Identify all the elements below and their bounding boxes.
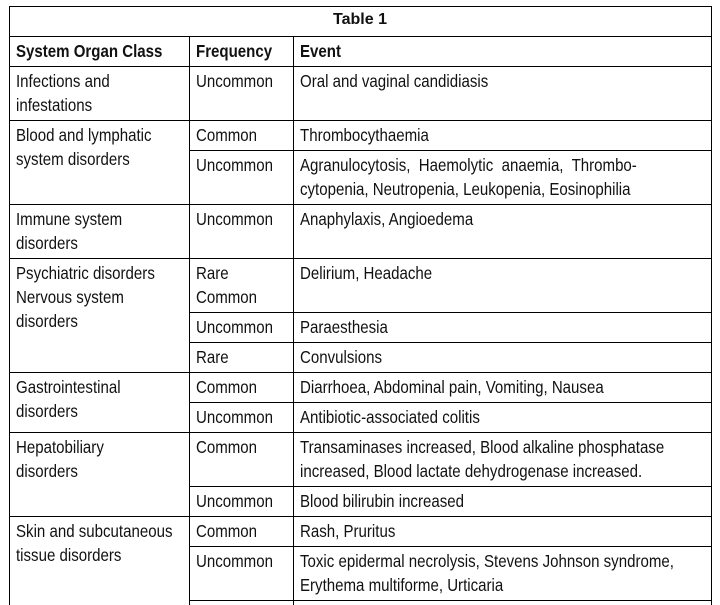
event-text: increased, Blood lactate dehydrogenase increased.: [300, 461, 643, 481]
system-organ-class-label: Psychiatric disorders: [16, 263, 155, 283]
table-right-border: [711, 6, 712, 605]
system-organ-class-label: Skin and subcutaneous: [16, 521, 173, 541]
event-text: Erythema multiforme, Urticaria: [300, 575, 504, 595]
table-top-border: [9, 6, 711, 7]
group-divider: [9, 432, 711, 433]
system-organ-class-label: Gastrointestinal: [16, 377, 121, 397]
system-organ-class-label: Infections and: [16, 71, 110, 91]
group-divider: [9, 258, 711, 259]
sub-row-divider: [189, 486, 711, 487]
sub-row-divider: [189, 600, 711, 601]
event-text: Thrombocythaemia: [300, 125, 429, 145]
frequency-value: Common: [196, 287, 258, 307]
system-organ-class-label: disorders: [16, 233, 78, 253]
frequency-value: Rare: [196, 347, 229, 367]
frequency-value: Common: [196, 437, 258, 457]
event-text: Agranulocytosis, Haemolytic anaemia, Thrombo-: [300, 155, 637, 175]
system-organ-class-label: Hepatobiliary: [16, 437, 104, 457]
system-organ-class-label: Immune system: [16, 209, 123, 229]
header-divider: [9, 66, 711, 67]
frequency-value: Common: [196, 377, 258, 397]
event-text: Blood bilirubin increased: [300, 491, 464, 511]
table-left-border: [9, 6, 10, 605]
system-organ-class-label: infestations: [16, 95, 93, 115]
frequency-value: Uncommon: [196, 209, 273, 229]
event-text: Paraesthesia: [300, 317, 388, 337]
sub-row-divider: [189, 342, 711, 343]
system-organ-class-label: disorders: [16, 401, 78, 421]
sub-row-divider: [189, 150, 711, 151]
table-caption: Table 1: [333, 11, 387, 28]
frequency-value: Rare: [196, 263, 229, 283]
frequency-value: Uncommon: [196, 317, 273, 337]
system-organ-class-label: disorders: [16, 461, 78, 481]
system-organ-class-label: system disorders: [16, 149, 130, 169]
event-text: Antibiotic-associated colitis: [300, 407, 480, 427]
header-system-organ-class: System Organ Class: [16, 41, 163, 61]
frequency-value: Common: [196, 521, 258, 541]
sub-row-divider: [189, 546, 711, 547]
column-divider-frequency: [189, 36, 190, 605]
system-organ-class-label: tissue disorders: [16, 545, 122, 565]
caption-divider: [9, 36, 711, 37]
group-divider: [9, 204, 711, 205]
event-text: Transaminases increased, Blood alkaline phosphatase: [300, 437, 665, 457]
event-text: Rash, Pruritus: [300, 521, 396, 541]
frequency-value: Common: [196, 125, 258, 145]
header-frequency: Frequency: [196, 41, 273, 61]
frequency-value: Uncommon: [196, 551, 273, 571]
event-text: Oral and vaginal candidiasis: [300, 71, 489, 91]
group-divider: [9, 120, 711, 121]
header-event: Event: [300, 41, 341, 61]
system-organ-class-label: Blood and lymphatic: [16, 125, 152, 145]
system-organ-class-label: Nervous system: [16, 287, 124, 307]
frequency-value: Uncommon: [196, 407, 273, 427]
event-text: Delirium, Headache: [300, 263, 433, 283]
frequency-value: Uncommon: [196, 155, 273, 175]
group-divider: [9, 516, 711, 517]
frequency-value: Uncommon: [196, 71, 273, 91]
sub-row-divider: [189, 402, 711, 403]
group-divider: [9, 372, 711, 373]
event-text: cytopenia, Neutropenia, Leukopenia, Eosinophilia: [300, 179, 631, 199]
frequency-value: Uncommon: [196, 491, 273, 511]
event-text: Diarrhoea, Abdominal pain, Vomiting, Nausea: [300, 377, 604, 397]
sub-row-divider: [189, 312, 711, 313]
event-text: Anaphylaxis, Angioedema: [300, 209, 474, 229]
column-divider-event: [293, 36, 294, 605]
event-text: Toxic epidermal necrolysis, Stevens Johnson syndrome,: [300, 551, 674, 571]
system-organ-class-label: disorders: [16, 311, 78, 331]
event-text: Convulsions: [300, 347, 382, 367]
